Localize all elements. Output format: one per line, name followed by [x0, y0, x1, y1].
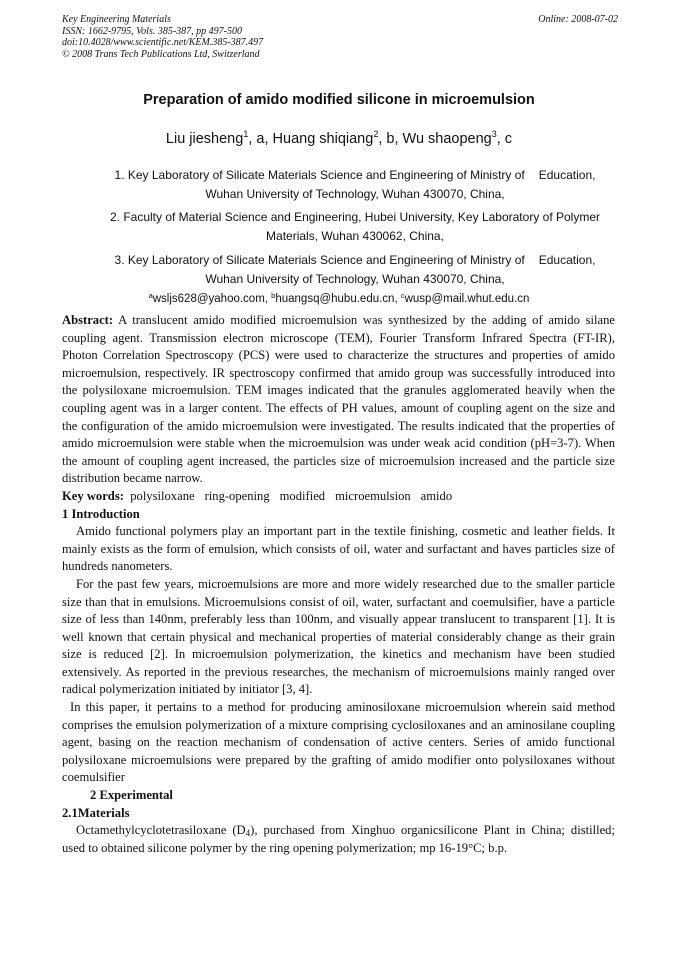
section-heading-experimental: 2 Experimental — [90, 788, 173, 803]
materials-text: ), purchased from Xinghuo organicsilicone Plant in China; distilled; used to obtained silicone polymer by the ring opening polymerization; mp 16-19°C; b.p. — [62, 823, 615, 855]
subsection-heading-materials: 2.1Materials — [62, 805, 130, 820]
affiliation-line: Materials, Wuhan 430062, China, — [266, 229, 444, 243]
section-heading-introduction: 1 Introduction — [62, 506, 140, 521]
affiliation-line: 2. Faculty of Material Science and Engineering, Hubei University, Key Laboratory of Polymer — [109, 210, 600, 224]
affiliation-line: 3. Key Laboratory of Silicate Materials Science and Engineering of Ministry of — [114, 253, 525, 267]
abstract-text: A translucent amido modified microemulsion was synthesized by the adding of amido silane coupling agent. Transmission electron microscope (TEM), Fourier Transform Infrared Spectra (FT-IR), Photon Correlation Spectroscopy (PCS) were used to characterize the structures and properties of amido microemulsion, respectively. IR spectroscopy confirmed that amido group was successfully introduced into the polysiloxane microemulsion. TEM images indicated that the granules agglomerated heavily when the coupling agent was in a larger content. The effects of PH values, amount of coupling agent on the size and the configuration of the amido microemulsion were investigated. The results indicated that the properties of amido microemulsion were stable when the microemulsion was under weak acid condition (pH=3-7). When the amount of coupling agent increased, the particles size of microemulsion increased and the particle size distribution became narrow. — [62, 313, 615, 486]
issn-line: ISSN: 1662-9795, Vols. 385-387, pp 497-500 — [62, 25, 242, 37]
journal-header — [62, 14, 618, 60]
email-sup: b — [271, 291, 276, 300]
author-affil-sup: 3 — [491, 129, 497, 139]
copyright-line: © 2008 Trans Tech Publications Ltd, Switzerland — [62, 48, 260, 60]
author-affil-sup: 2 — [373, 129, 379, 139]
online-date: Online: 2008-07-02 — [538, 14, 618, 25]
author-name: Wu shaopeng — [402, 131, 492, 147]
affiliation-line-tail: Education, — [538, 168, 596, 182]
author-name: Liu jiesheng — [165, 131, 244, 147]
paper-title: Preparation of amido modified silicone in microemulsion — [143, 92, 535, 108]
affiliation-1 — [80, 166, 630, 204]
affiliation-3 — [80, 251, 630, 289]
keyword: amido — [420, 488, 453, 503]
paper-body — [62, 312, 615, 857]
author-line — [0, 131, 678, 147]
email-sup: c — [400, 291, 405, 300]
keywords-label: Key words: — [62, 488, 124, 503]
abstract-label: Abstract: — [62, 313, 114, 327]
email-sup: a — [148, 291, 153, 300]
email-address[interactable]: huangsq@hubu.edu.cn, — [275, 293, 401, 305]
affiliation-line: 1. Key Laboratory of Silicate Materials Science and Engineering of Ministry of — [114, 168, 525, 182]
keyword: modified — [279, 488, 326, 503]
author-tag: , c — [496, 131, 513, 147]
keywords — [62, 488, 615, 506]
keyword: microemulsion — [335, 488, 411, 503]
email-line — [0, 293, 678, 305]
materials-paragraph-1 — [62, 822, 615, 857]
email-address[interactable]: wsljs628@yahoo.com, — [152, 293, 272, 305]
author-tag: , b, — [378, 131, 403, 147]
affiliation-2 — [80, 208, 630, 246]
intro-paragraph-1: Amido functional polymers play an important part in the textile finishing, cosmetic and leather fields. It mainly exists as the form of emulsion, which consists of oil, water and surfactant and haves particles size of hundreds nanometers. — [62, 524, 615, 574]
journal-name: Key Engineering Materials — [62, 14, 171, 25]
intro-paragraph-3: In this paper, it pertains to a method for producing aminosiloxane microemulsion wherein said method comprises the emulsion polymerization of a mixture comprising cyclosiloxanes and an aminosilane coupling agent, basing on the reaction mechanism of condensation of active centers. Series of amido functional polysiloxane microemulsions were prepared by the grafting of amido modifier onto polysiloxanes without coemulsifier — [62, 700, 615, 785]
affiliation-line: Wuhan University of Technology, Wuhan 430070, China, — [205, 187, 505, 201]
email-address[interactable]: wusp@mail.whut.edu.cn — [404, 293, 530, 305]
author-name: Huang shiqiang — [272, 131, 374, 147]
doi-line[interactable]: doi:10.4028/www.scientific.net/KEM.385-387.497 — [62, 37, 264, 48]
keyword: ring-opening — [204, 488, 270, 503]
abstract — [62, 312, 615, 488]
intro-paragraph-2: For the past few years, microemulsions are more and more widely researched due to the smaller particle size than that in emulsions. Microemulsions consist of oil, water, surfactant and coemulsifier, have a particle size of less than 140nm, preferably less than 100nm, and visually appear translucent to transparent [1]. It is well known that certain physical and mechanical properties of material considerably change as their grain size is reduced [2]. In microemulsion polymerization, the kinetics and mechanism have been studied extensively. As reported in the previous researches, the mechanism of microemulsions mainly ranged over radical polymerization initiated by initiator [3, 4]. — [62, 576, 615, 697]
author-affil-sup: 1 — [243, 129, 249, 139]
affiliation-line: Wuhan University of Technology, Wuhan 430070, China, — [205, 272, 505, 286]
affiliation-line-tail: Education, — [538, 253, 596, 267]
keyword: polysiloxane — [130, 488, 195, 503]
subscript: 4 — [245, 828, 251, 839]
author-tag: , a, — [248, 131, 273, 147]
materials-text: Octamethylcyclotetrasiloxane (D — [76, 823, 246, 838]
